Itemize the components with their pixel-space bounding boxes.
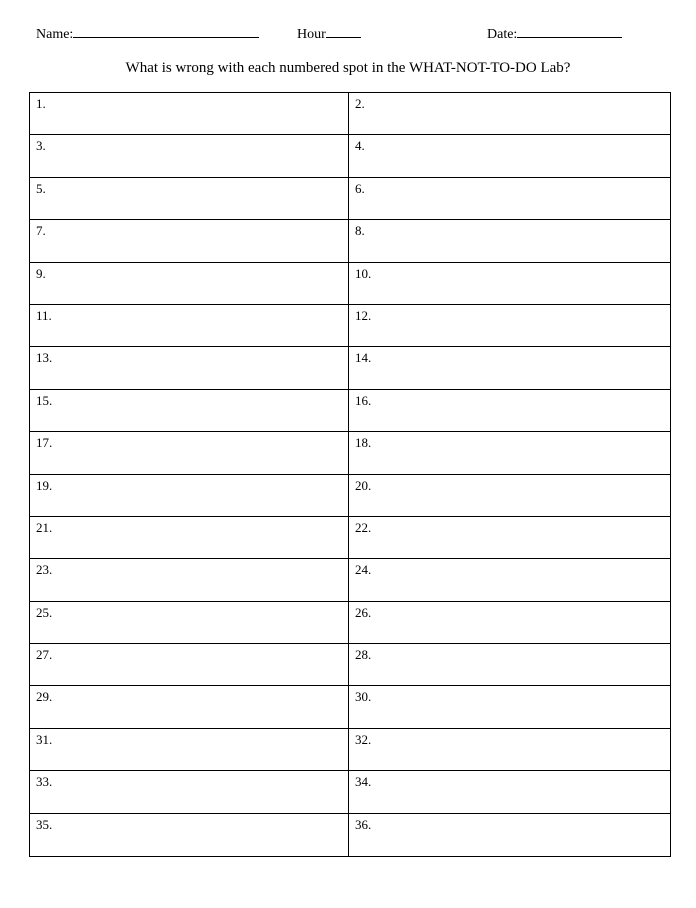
answer-cell[interactable] <box>349 814 670 856</box>
answer-cell[interactable] <box>349 686 670 728</box>
answer-cell[interactable] <box>30 517 349 559</box>
answer-number: 23. <box>36 562 53 578</box>
answer-cell[interactable] <box>349 602 670 644</box>
answer-cell[interactable] <box>349 559 670 601</box>
answer-cell[interactable] <box>349 305 670 347</box>
answer-cell[interactable] <box>30 135 349 177</box>
answer-number: 19. <box>36 477 53 493</box>
answer-number: 9. <box>36 265 46 281</box>
answer-number: 31. <box>36 731 53 747</box>
answer-cell[interactable] <box>349 475 670 517</box>
worksheet-title: What is wrong with each numbered spot in the WHAT-NOT-TO-DO Lab? <box>125 60 571 76</box>
answer-number: 35. <box>36 816 53 832</box>
answer-cell[interactable] <box>349 93 670 135</box>
answer-cell[interactable] <box>30 178 349 220</box>
answer-cell[interactable] <box>349 771 670 813</box>
answer-cell[interactable] <box>30 686 349 728</box>
date-field <box>487 24 622 44</box>
answer-cell[interactable] <box>349 347 670 389</box>
hour-field <box>297 24 361 44</box>
answer-cell[interactable] <box>349 390 670 432</box>
answer-number: 10. <box>355 265 372 281</box>
answer-cell[interactable] <box>349 517 670 559</box>
answer-cell[interactable] <box>30 263 349 305</box>
answer-number: 15. <box>36 392 53 408</box>
answer-number: 25. <box>36 604 53 620</box>
answer-number: 29. <box>36 689 53 705</box>
answer-number: 18. <box>355 435 372 451</box>
answer-number: 14. <box>355 350 372 366</box>
answer-cell[interactable] <box>30 644 349 686</box>
hour-blank-line[interactable] <box>326 24 361 38</box>
answer-table <box>29 92 671 857</box>
answer-number: 7. <box>36 223 46 239</box>
answer-number: 3. <box>36 138 46 154</box>
answer-number: 21. <box>36 519 53 535</box>
answer-number: 28. <box>355 647 372 663</box>
answer-number: 33. <box>36 774 53 790</box>
answer-number: 6. <box>355 180 365 196</box>
date-label: Date: <box>487 27 518 42</box>
answer-cell[interactable] <box>349 178 670 220</box>
answer-number: 4. <box>355 138 365 154</box>
name-blank-line[interactable] <box>73 24 259 38</box>
answer-cell[interactable] <box>349 220 670 262</box>
answer-number: 12. <box>355 307 372 323</box>
hour-label: Hour <box>297 27 326 42</box>
answer-number: 22. <box>355 519 372 535</box>
answer-cell[interactable] <box>30 602 349 644</box>
answer-cell[interactable] <box>30 432 349 474</box>
answer-number: 26. <box>355 604 372 620</box>
answer-number: 13. <box>36 350 53 366</box>
answer-number: 27. <box>36 647 53 663</box>
answer-number: 8. <box>355 223 365 239</box>
answer-number: 11. <box>36 307 52 323</box>
answer-cell[interactable] <box>30 93 349 135</box>
answer-cell[interactable] <box>30 475 349 517</box>
answer-cell[interactable] <box>30 390 349 432</box>
answer-cell[interactable] <box>349 729 670 771</box>
answer-cell[interactable] <box>30 814 349 856</box>
answer-number: 16. <box>355 392 372 408</box>
answer-cell[interactable] <box>30 347 349 389</box>
answer-number: 20. <box>355 477 372 493</box>
name-label: Name: <box>36 27 74 42</box>
answer-number: 32. <box>355 731 372 747</box>
answer-number: 2. <box>355 96 365 111</box>
answer-cell[interactable] <box>30 305 349 347</box>
answer-cell[interactable] <box>30 771 349 813</box>
date-blank-line[interactable] <box>517 24 622 38</box>
answer-number: 36. <box>355 816 372 832</box>
answer-cell[interactable] <box>349 263 670 305</box>
name-field <box>36 24 259 44</box>
answer-number: 30. <box>355 689 372 705</box>
answer-number: 5. <box>36 180 46 196</box>
answer-cell[interactable] <box>349 432 670 474</box>
answer-cell[interactable] <box>30 559 349 601</box>
answer-cell[interactable] <box>30 729 349 771</box>
answer-number: 24. <box>355 562 372 578</box>
answer-cell[interactable] <box>30 220 349 262</box>
answer-number: 1. <box>36 96 46 111</box>
answer-cell[interactable] <box>349 644 670 686</box>
answer-number: 17. <box>36 435 53 451</box>
answer-number: 34. <box>355 774 372 790</box>
answer-cell[interactable] <box>349 135 670 177</box>
